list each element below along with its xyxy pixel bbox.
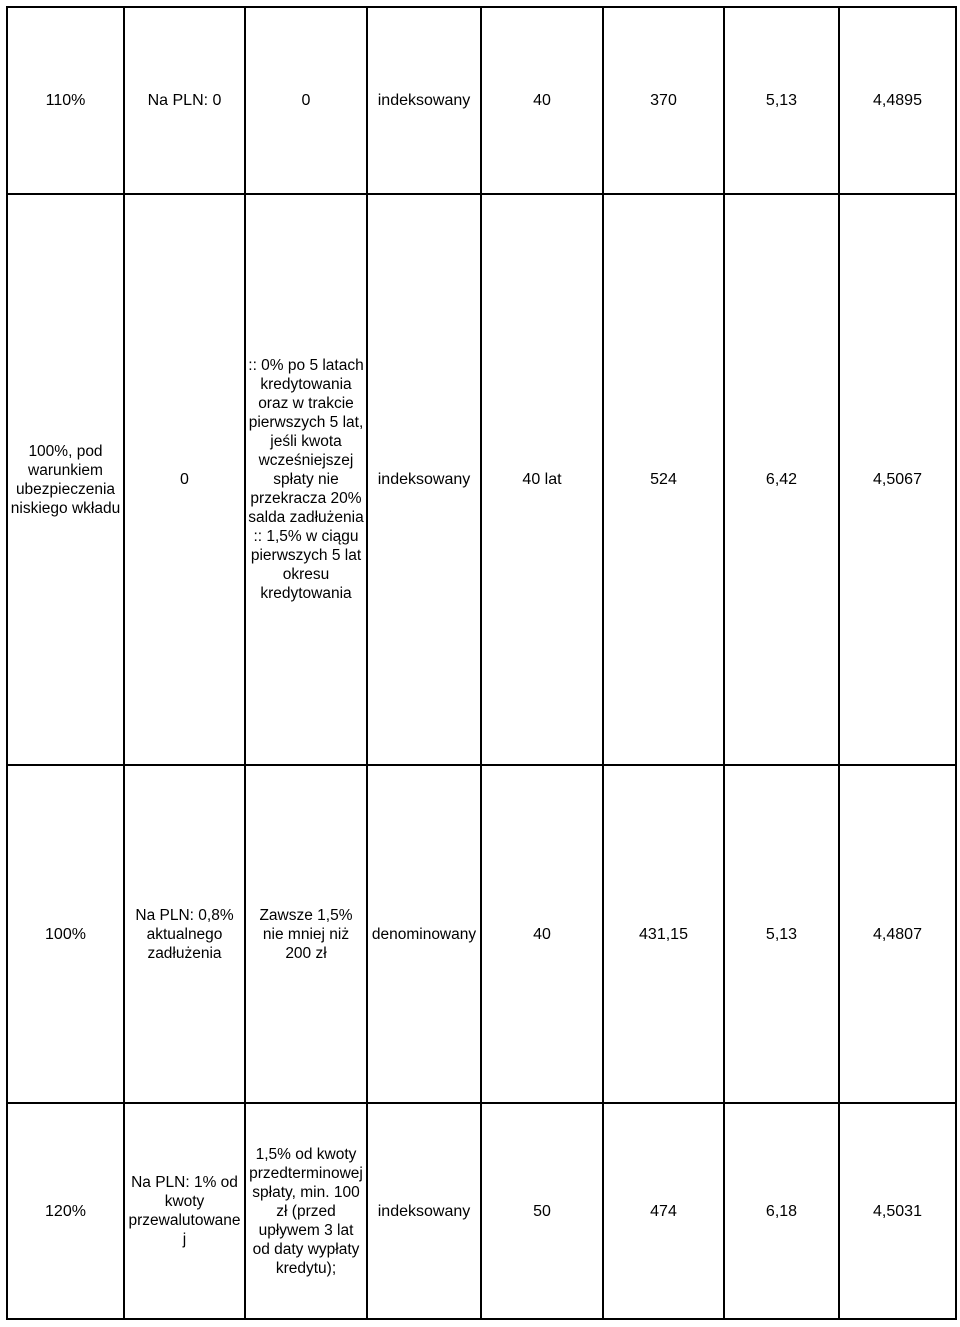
cell-ltv: 110% [7,7,124,194]
cell-loan-type: indeksowany [367,194,481,765]
cell-ltv: 100% [7,765,124,1103]
cell-period: 50 [481,1103,603,1319]
cell-rate: 6,18 [724,1103,839,1319]
cell-commission: 0 [124,194,245,765]
table-row [7,7,956,194]
cell-early-repayment: :: 0% po 5 latach kredytowania oraz w trakcie pierwszych 5 lat, jeśli kwota wcześniejszej spłaty nie przekracza 20% salda zadłużenia :: 1,5% w ciągu pierwszych 5 lat okresu kredytowania [245,194,367,765]
cell-period: 40 [481,7,603,194]
credit-offers-table [6,6,957,1320]
cell-commission: Na PLN: 0,8% aktualnego zadłużenia [124,765,245,1103]
table-row [7,1103,956,1319]
cell-commission: Na PLN: 0 [124,7,245,194]
cell-rate: 5,13 [724,765,839,1103]
cell-exchange-rate: 4,4807 [839,765,956,1103]
cell-installment: 431,15 [603,765,724,1103]
cell-ltv: 100%, pod warunkiem ubezpieczenia niskiego wkładu [7,194,124,765]
table-row [7,194,956,765]
cell-installment: 474 [603,1103,724,1319]
cell-early-repayment: Zawsze 1,5% nie mniej niż 200 zł [245,765,367,1103]
cell-rate: 5,13 [724,7,839,194]
cell-exchange-rate: 4,4895 [839,7,956,194]
table-row [7,765,956,1103]
cell-loan-type: denominowany [367,765,481,1103]
cell-installment: 524 [603,194,724,765]
cell-installment: 370 [603,7,724,194]
cell-commission: Na PLN: 1% od kwoty przewalutowanej [124,1103,245,1319]
cell-early-repayment: 0 [245,7,367,194]
cell-period: 40 [481,765,603,1103]
cell-ltv: 120% [7,1103,124,1319]
cell-loan-type: indeksowany [367,1103,481,1319]
cell-loan-type: indeksowany [367,7,481,194]
cell-rate: 6,42 [724,194,839,765]
cell-exchange-rate: 4,5067 [839,194,956,765]
cell-period: 40 lat [481,194,603,765]
cell-early-repayment: 1,5% od kwoty przedterminowej spłaty, min. 100 zł (przed upływem 3 lat od daty wypłaty kredytu); [245,1103,367,1319]
cell-exchange-rate: 4,5031 [839,1103,956,1319]
